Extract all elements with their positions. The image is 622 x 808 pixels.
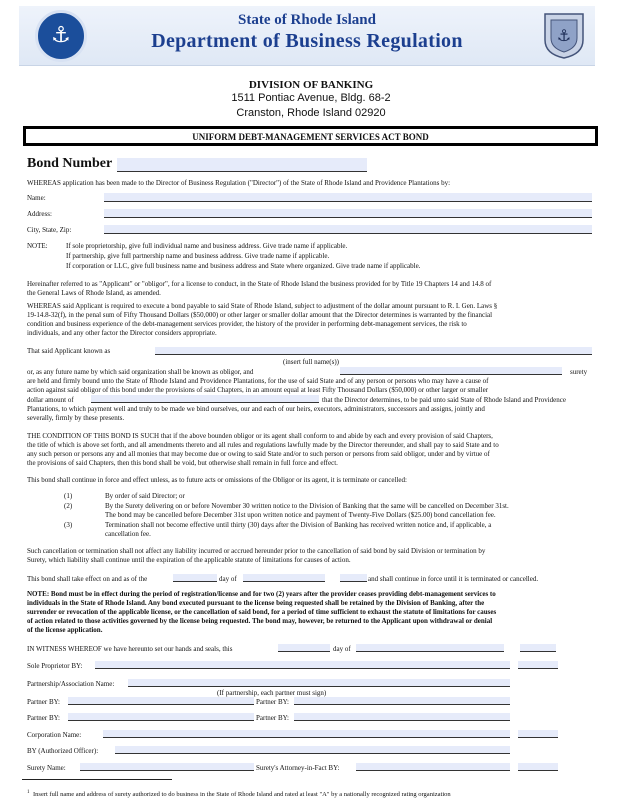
bold-note-line-1: NOTE: Bond must be in effect during the period of registration/license and for two (2) years after the provider ceases providing debt-management services to xyxy=(27,590,496,598)
witness-year-field[interactable] xyxy=(520,644,556,652)
effect-month-field[interactable] xyxy=(243,574,325,582)
authorized-officer-field[interactable] xyxy=(115,746,510,754)
banking-seal-icon: ⚓ xyxy=(35,10,87,62)
item-1-text: By order of said Director; or xyxy=(105,492,185,500)
corporation-name-field[interactable] xyxy=(103,730,510,738)
bold-note-line-2: individuals in the State of Rhode Island. Any bond executed pursuant to the license being requested shall be retained by the Division of Banking, after the xyxy=(27,599,485,607)
item-2-text: By the Surety delivering on or before November 30 written notice to the Division of Banking that the same will be cancelled on December 31st. xyxy=(105,502,509,510)
division-address-line1: 1511 Pontiac Avenue, Bldg. 68-2 xyxy=(231,92,391,104)
city-label: City, State, Zip: xyxy=(27,226,72,234)
witness-text-b: day of xyxy=(333,645,351,653)
surety-label: surety xyxy=(570,368,588,376)
note-line-1: If sole proprietorship, give full individual name and business address. Give trade name if applicable. xyxy=(66,242,348,250)
division-name: DIVISION OF BANKING xyxy=(248,79,374,91)
insert-names-hint: (insert full name(s)) xyxy=(283,358,339,366)
whereas-required-line-3: condition and business experience of the debt-management services provider, the history of the provider in performing debt-management services, the risk to xyxy=(27,320,467,328)
dollar-amount-field[interactable] xyxy=(91,395,319,403)
state-title: State of Rhode Island xyxy=(238,12,376,28)
witness-text-a: IN WITNESS WHEREOF we have hereunto set our hands and seals, this xyxy=(27,645,233,653)
sole-proprietor-field[interactable] xyxy=(95,661,510,669)
division-address-line2: Cranston, Rhode Island 02920 xyxy=(236,107,386,119)
item-3-text: Termination shall not become effective until thirty (30) days after the Division of Banking has received written notice and, if applicable, a xyxy=(105,521,492,529)
hereinafter-line-1: Hereinafter referred to as "Applicant" or "obligor", for a license to conduct, in the State of Rhode Island the business provided for by Title 19 Chapters 14 and 14.8 of xyxy=(27,280,492,288)
partnership-label: Partnership/Association Name: xyxy=(27,680,115,688)
item-1-number: (1) xyxy=(64,492,73,500)
partner-2-field[interactable] xyxy=(294,697,510,705)
header-banner xyxy=(19,6,595,66)
surety-attorney-label: Surety's Attorney-in-Fact BY: xyxy=(256,764,340,772)
surety-attorney-field[interactable] xyxy=(356,763,510,771)
effect-text-c: and shall continue in force until it is terminated or cancelled. xyxy=(368,575,539,583)
partner-4-field[interactable] xyxy=(294,713,510,721)
item-3-text-continued: cancellation fee. xyxy=(105,530,151,538)
held-line-4: Plantations, to which payment well and truly to be made we bind ourselves, our and each of our heirs, executors, administrators, successors and assigns, jointly and xyxy=(27,405,485,413)
corporation-seal-field[interactable] xyxy=(518,730,558,738)
item-3-number: (3) xyxy=(64,521,73,529)
continue-text: This bond shall continue in force and effect unless, as to future acts or omissions of the Obligor or its agent, it is terminate or cancelled: xyxy=(27,476,407,484)
bold-note-line-4: of action related to those activities governed by the license being requested. The bond may, however, be returned to the Applicant upon withdrawal or denial xyxy=(27,617,493,625)
authorized-officer-label: BY (Authorized Officer): xyxy=(27,747,99,755)
surety-name-label: Surety Name: xyxy=(27,764,66,772)
partner-3-label: Partner BY: xyxy=(27,714,60,722)
surety-field[interactable] xyxy=(340,367,562,375)
partner-2-label: Partner BY: xyxy=(256,698,289,706)
surety-name-field[interactable] xyxy=(80,763,254,771)
note-line-2: If partnership, give full partnership name and business address. Give trade name if applicable. xyxy=(66,252,330,260)
whereas-required-line-4: individuals, and any other factor the Director considers appropriate. xyxy=(27,329,217,337)
held-line-3-label: dollar amount of xyxy=(27,396,74,404)
whereas-required-line-2: 19-14.8-32(f), in the penal sum of Fifty Thousand Dollars ($50,000) or other larger or smaller dollar amount that the Director determines is warranted by the financial xyxy=(27,311,493,319)
cancellation-line-1: Such cancellation or termination shall not affect any liability incurred or accrued hereunder prior to the cancellation of said bond by said Division or termination by xyxy=(27,547,486,555)
condition-line-2: the title of which is above set forth, and all amendments thereto and all rules and regulations lawfully made by the Director thereunder, and shall pay to said State and to xyxy=(27,441,499,449)
witness-month-field[interactable] xyxy=(356,644,504,652)
name-label: Name: xyxy=(27,194,46,202)
effect-text-a: This bond shall take effect on and as of the xyxy=(27,575,148,583)
note-label: NOTE: xyxy=(27,242,48,250)
name-field[interactable] xyxy=(104,193,592,202)
sole-proprietor-seal-field[interactable] xyxy=(518,661,558,669)
corporation-name-label: Corporation Name: xyxy=(27,731,82,739)
cancellation-line-2: Surety, which liability shall continue until the expiration of the applicable statute of limitations for causes of action. xyxy=(27,556,351,564)
condition-line-1: THE CONDITION OF THIS BOND IS SUCH that if the above bounden obligor or its agent shall conform to and abide by each and every provision of said Chapters, xyxy=(27,432,493,440)
held-line-3-text: that the Director determines, to be paid unto said State of Rhode Island and Providence xyxy=(322,396,566,404)
surety-seal-field[interactable] xyxy=(518,763,558,771)
witness-day-field[interactable] xyxy=(278,644,330,652)
known-as-label: That said Applicant known as xyxy=(27,347,111,355)
bold-note-line-3: surrender or revocation of the applicable license, or the cancellation of said bond, for a period of time sufficient to exhaust the statute of limitations for causes xyxy=(27,608,497,616)
note-line-3: If corporation or LLC, give full business name and business address and State where organized. Give trade name if applicable. xyxy=(66,262,421,270)
held-line-1: are held and firmly bound unto the State of Rhode Island and Providence Plantations, for the use of said State and of any person or persons who may have a cause of xyxy=(27,377,489,385)
or-future-name-text: or, as any future name by which said organization shall be known as obligor, and xyxy=(27,368,254,376)
effect-day-field[interactable] xyxy=(173,574,217,582)
partnership-name-field[interactable] xyxy=(128,679,510,687)
address-field[interactable] xyxy=(104,209,592,218)
footnote-mark: 1 xyxy=(27,790,30,795)
department-title: Department of Business Regulation xyxy=(151,30,463,52)
form-title: UNIFORM DEBT-MANAGEMENT SERVICES ACT BOND xyxy=(23,126,598,146)
condition-line-3: any such person or persons any and all monies that may become due or owing to said State and/or to such person or persons from said obligor, under and by virtue of xyxy=(27,450,490,458)
partner-3-field[interactable] xyxy=(68,713,254,721)
city-state-zip-field[interactable] xyxy=(104,225,592,234)
partner-1-label: Partner BY: xyxy=(27,698,60,706)
bond-number-field[interactable] xyxy=(117,158,367,172)
svg-text:⚓: ⚓ xyxy=(556,26,572,45)
held-line-2: action against said obligor of this bond under the provisions of said Chapters, in an amount equal at least Fifty Thousand Dollars ($50,000) or other larger or smaller xyxy=(27,386,489,394)
held-line-5: severally, firmly by these presents. xyxy=(27,414,125,422)
address-label: Address: xyxy=(27,210,52,218)
effect-year-field[interactable] xyxy=(340,574,367,582)
item-2-text-continued: The bond may be cancelled before December 31st upon written notice and payment of Twenty-Five Dollars ($25.00) bond cancellation fee. xyxy=(105,511,496,519)
applicant-name-field[interactable] xyxy=(155,347,592,355)
partnership-hint: (If partnership, each partner must sign) xyxy=(217,689,327,697)
sole-proprietor-label: Sole Proprietor BY: xyxy=(27,662,83,670)
partner-1-field[interactable] xyxy=(68,697,254,705)
partner-4-label: Partner BY: xyxy=(256,714,289,722)
bold-note-line-5: of the license application. xyxy=(27,626,103,634)
hereinafter-line-2: the General Laws of Rhode Island, as amended. xyxy=(27,289,161,297)
whereas-required-line-1: WHEREAS said Applicant is required to execute a bond payable to said State of Rhode Island, subject to adjustment of the dollar amount pursuant to R. I. Gen. Laws § xyxy=(27,302,498,310)
item-2-number: (2) xyxy=(64,502,73,510)
state-seal-icon xyxy=(539,10,589,60)
whereas-application: WHEREAS application has been made to the Director of Business Regulation ("Director") of the State of Rhode Island and Providence Plantations by: xyxy=(27,179,451,187)
footnote-text: Insert full name and address of surety authorized to do business in the State of Rhode Island and rated at least "A" by a nationally recognized rating organization xyxy=(33,791,451,798)
footnote-divider xyxy=(22,779,172,780)
effect-text-b: day of xyxy=(219,575,237,583)
condition-line-4: the provisions of said Chapters, then this bond shall be void, but otherwise shall remain in full force and effect. xyxy=(27,459,338,467)
bond-number-label: Bond Number xyxy=(27,156,113,171)
